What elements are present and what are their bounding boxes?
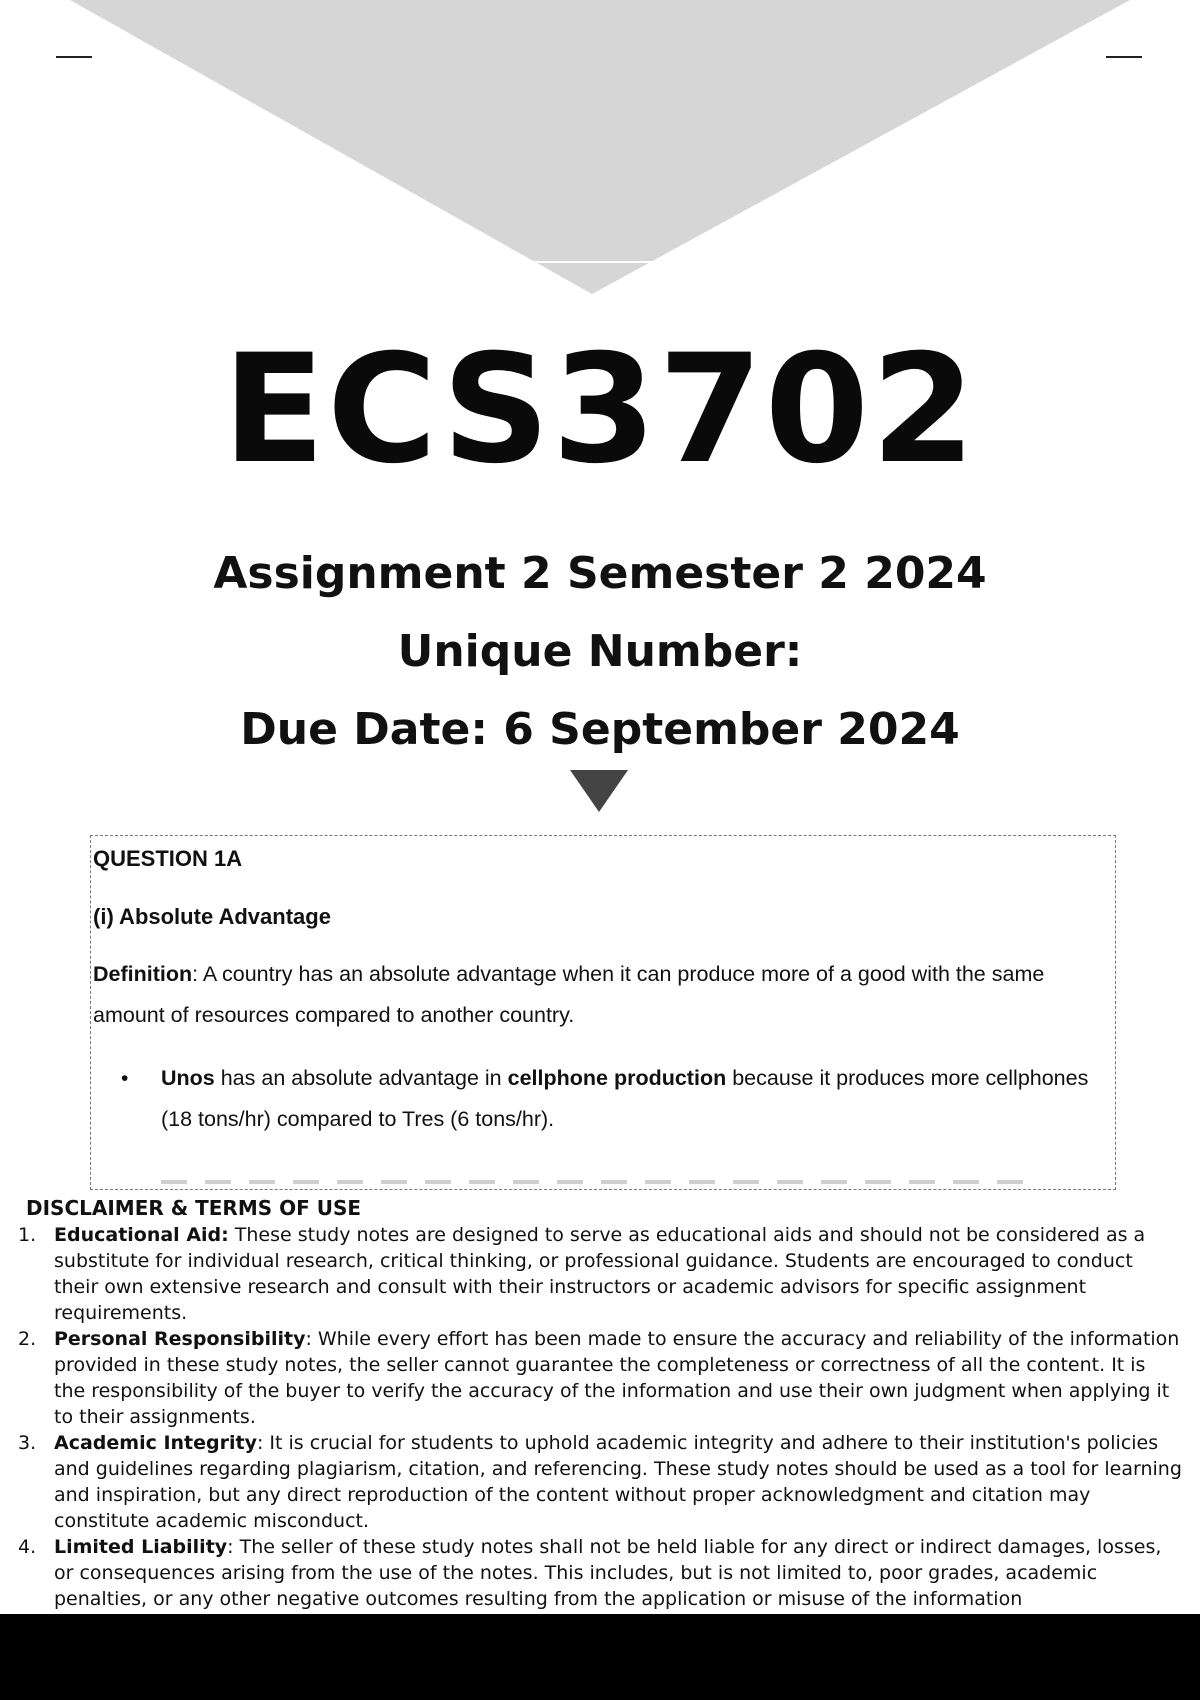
disclaimer-list xyxy=(0,1222,1200,1612)
disclaimer-item xyxy=(0,1430,1200,1534)
item-number: 4. xyxy=(18,1536,37,1558)
bullet-text-2: because it produces more cellphones (18 tons/hr) compared to Tres (6 tons/hr). xyxy=(161,1066,1089,1131)
bullet-dot-icon: • xyxy=(121,1067,129,1090)
item-label: Educational Aid: xyxy=(54,1224,229,1246)
disclaimer-item xyxy=(0,1534,1200,1612)
definition-text: : A country has an absolute advantage when it can produce more of a good with the same amount of resources compared to another country. xyxy=(93,962,1045,1027)
item-text: : While every effort has been made to ensure the accuracy and reliability of the information provided in these study notes, the seller cannot guarantee the completeness or correctness of all the content. It is the responsibility of the buyer to verify the accuracy of the information and use their own judgment when applying it to their assignments. xyxy=(54,1328,1180,1428)
document-preview-box xyxy=(90,835,1116,1190)
item-number: 2. xyxy=(18,1328,37,1350)
item-label: Limited Liability xyxy=(54,1536,228,1558)
disclaimer-title: DISCLAIMER & TERMS OF USE xyxy=(26,1196,362,1220)
definition-label: Definition xyxy=(93,962,193,986)
down-arrow-icon xyxy=(570,770,628,812)
disclaimer-item xyxy=(0,1326,1200,1430)
question-heading: QUESTION 1A xyxy=(93,846,243,871)
item-text: : It is crucial for students to uphold academic integrity and adhere to their institution's policies and guidelines regarding plagiarism, citation, and referencing. These study notes should be used as a tool for learning and inspiration, but any direct reproduction of the content without proper acknowledgment and citation may constitute academic misconduct. xyxy=(54,1432,1182,1532)
unique-number-line: Unique Number: xyxy=(397,626,803,677)
assignment-line: Assignment 2 Semester 2 2024 xyxy=(213,548,987,599)
bullet-item xyxy=(121,1058,1101,1140)
item-text: These study notes are designed to serve as educational aids and should not be considered as a substitute for individual research, critical thinking, or professional guidance. Students are encouraged to conduct their own extensive research and consult with their instructors or academic advisors for specific assignment requirements. xyxy=(54,1224,1146,1324)
bullet-text-1: has an absolute advantage in xyxy=(214,1066,508,1090)
cut-off-text-line xyxy=(161,1156,1041,1190)
bullet-bold-product: cellphone production xyxy=(507,1066,727,1090)
course-code-title: ECS3702 xyxy=(222,323,978,497)
bullet-bold-country: Unos xyxy=(161,1066,215,1090)
item-label: Academic Integrity xyxy=(54,1432,257,1454)
item-label: Personal Responsibility xyxy=(54,1328,306,1350)
item-number: 3. xyxy=(18,1432,37,1454)
header-chevron-banner xyxy=(0,0,1200,300)
item-number: 1. xyxy=(18,1224,37,1246)
bottom-black-bar xyxy=(0,1614,1200,1700)
corner-line-right xyxy=(1106,56,1142,58)
definition-paragraph xyxy=(93,954,1103,1036)
disclaimer-item xyxy=(0,1222,1200,1326)
item-text: : The seller of these study notes shall not be held liable for any direct or indirect damages, losses, or consequences arising from the use of the notes. This includes, but is not limited to, poor grades, academic penalties, or any other negative outcomes resulting from the application or misuse of the information xyxy=(54,1536,1162,1610)
due-date-line: Due Date: 6 September 2024 xyxy=(240,704,960,755)
question-subheading: (i) Absolute Advantage xyxy=(93,904,331,929)
corner-line-left xyxy=(56,56,92,58)
